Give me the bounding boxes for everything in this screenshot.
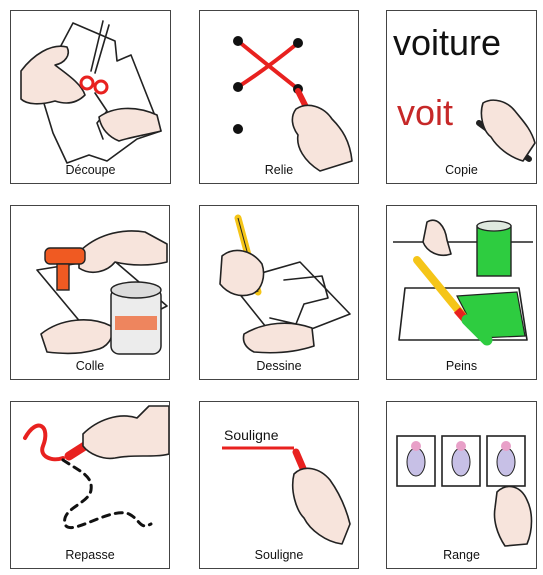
card-label: Souligne <box>254 548 304 562</box>
card-label: Découpe <box>65 163 116 177</box>
card-label: Range <box>443 548 480 562</box>
model-word: voiture <box>393 22 502 63</box>
card-label: Colle <box>75 359 105 373</box>
copied-word: voit <box>397 92 454 133</box>
card-label: Peins <box>445 359 478 373</box>
glue-illustration <box>11 206 170 380</box>
connect-dots-illustration <box>200 11 359 184</box>
sample-word: Souligne <box>224 427 279 443</box>
card-colle[interactable] <box>10 205 170 380</box>
trace-over-illustration <box>11 402 170 569</box>
sorting-illustration <box>387 402 537 569</box>
painting-illustration <box>387 206 537 380</box>
card-relie[interactable] <box>199 10 359 184</box>
card-label: Dessine <box>256 359 302 373</box>
card-label: Repasse <box>65 548 115 562</box>
card-peins[interactable] <box>386 205 537 380</box>
card-souligne[interactable] <box>199 401 359 569</box>
drawing-illustration <box>200 206 359 380</box>
underline-illustration <box>200 402 359 569</box>
card-repasse[interactable] <box>10 401 170 569</box>
card-copie[interactable] <box>386 10 537 184</box>
card-label: Copie <box>445 163 478 177</box>
card-dessine[interactable] <box>199 205 359 380</box>
cutting-illustration <box>11 11 171 184</box>
copy-word-illustration <box>387 11 537 184</box>
card-decoupe[interactable] <box>10 10 171 184</box>
card-label: Relie <box>264 163 294 177</box>
card-range[interactable] <box>386 401 537 569</box>
